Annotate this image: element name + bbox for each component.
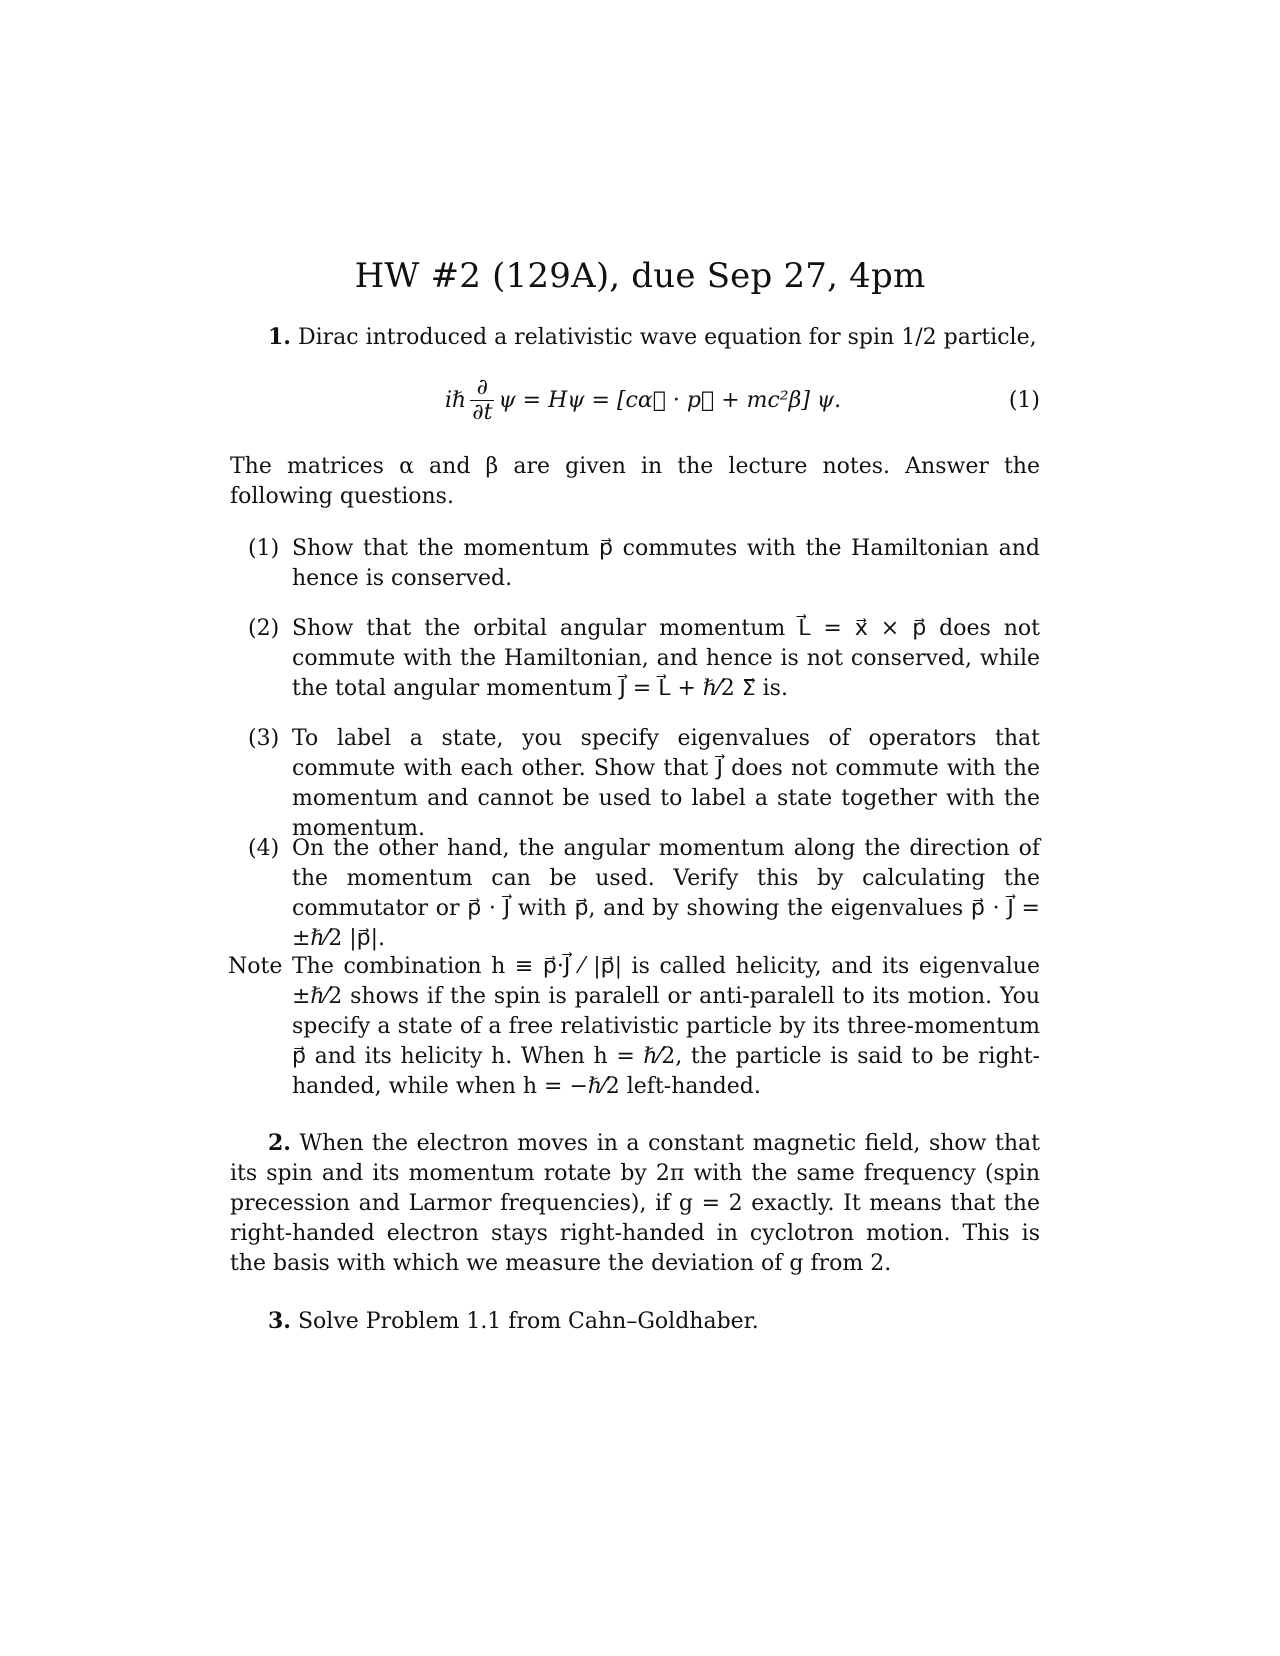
problem-1-intro — [268, 322, 1048, 353]
subquestion-text: On the other hand, the angular momentum along the direction of the momentum can be used. Verify this by calculating the commutator or p⃗ · J⃗ with p⃗, and by showing the eigenvalues p⃗ · J⃗ = ±ℏ⁄2 |p⃗|. — [292, 836, 1040, 951]
problem-2 — [230, 1128, 1040, 1279]
problem-2-number: 2. — [268, 1130, 291, 1156]
subquestion-3 — [248, 724, 1040, 844]
problem-3 — [268, 1306, 1048, 1337]
problem-3-text: Solve Problem 1.1 from Cahn–Goldhaber. — [297, 1309, 759, 1334]
partial-derivative-fraction — [470, 376, 494, 425]
dirac-equation — [230, 370, 1040, 436]
fraction-numerator: ∂ — [476, 375, 489, 400]
helicity-note — [228, 952, 1040, 1102]
problem-1-intro-text: Dirac introduced a relativistic wave equation for spin 1/2 particle, — [297, 325, 1037, 350]
equation-number: (1) — [1008, 388, 1040, 413]
subquestion-label: (4) — [248, 836, 280, 861]
subquestion-text: To label a state, you specify eigenvalues of operators that commute with each other. Show that J⃗ does not commute with the momentum and cannot be used to label a state together with the momentum. — [292, 726, 1040, 841]
subquestion-text: Show that the orbital angular momentum L⃗ = x⃗ × p⃗ does not commute with the Hamiltonian, and hence is not conserved, while the total angular momentum J⃗ = L⃗ + ℏ⁄2 Σ⃗ is. — [292, 616, 1040, 701]
problem-3-number: 3. — [268, 1308, 291, 1334]
subquestion-label: (2) — [248, 616, 280, 641]
equation-body — [445, 376, 841, 425]
subquestion-label: (3) — [248, 726, 280, 751]
subquestion-text: Show that the momentum p⃗ commutes with the Hamiltonian and hence is conserved. — [292, 536, 1040, 591]
problem-2-text: When the electron moves in a constant magnetic field, show that its spin and its momentum rotate by 2π with the same frequency (spin precession and Larmor frequencies), if g = 2 exactly. It means that the right-handed electron stays right-handed in cyclotron motion. This is the basis with which we measure the deviation of g from 2. — [230, 1131, 1040, 1276]
problem-1-intro-2: The matrices α and β are given in the lecture notes. Answer the following questions. — [230, 454, 1040, 509]
subquestion-4 — [248, 834, 1040, 954]
equation-lhs-prefix: iℏ — [445, 388, 467, 413]
subquestion-label: (1) — [248, 536, 280, 561]
page-title: HW #2 (129A), due Sep 27, 4pm — [354, 256, 926, 296]
subquestion-2 — [248, 614, 1040, 704]
equation-rest: ψ = Hψ = [cα⃗ · p⃗ + mc²β] ψ. — [498, 388, 842, 413]
note-text: The combination h ≡ p⃗·J⃗ ⁄ |p⃗| is called helicity, and its eigenvalue ±ℏ⁄2 shows if the spin is paralell or anti-paralell to its motion. You specify a state of a free relativistic particle by its three-momentum p⃗ and its helicity h. When h = ℏ⁄2, the particle is said to be right-handed, while when h = −ℏ⁄2 left-handed. — [292, 954, 1040, 1099]
subquestion-1 — [248, 534, 1040, 594]
note-label: Note — [228, 954, 283, 979]
problem-1-number: 1. — [268, 324, 291, 350]
fraction-denominator: ∂t — [472, 400, 493, 425]
